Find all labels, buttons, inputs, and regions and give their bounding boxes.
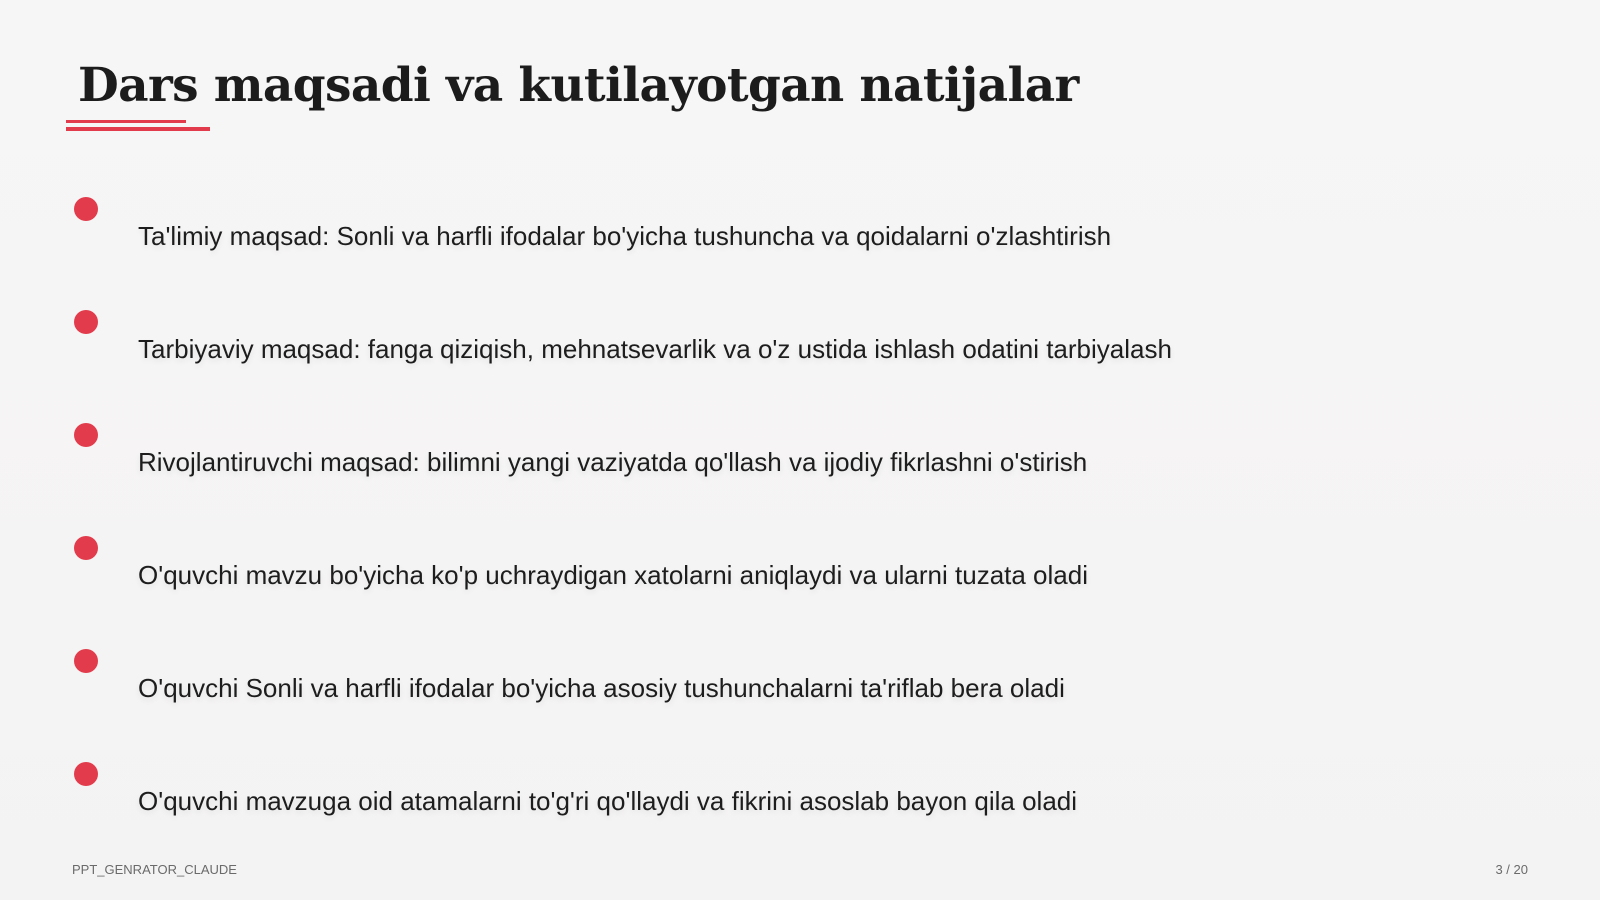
list-item xyxy=(72,310,1472,390)
bullet-text: O'quvchi mavzu bo'yicha ko'p uchraydigan xatolarni aniqlaydi va ularni tuzata oladi xyxy=(138,560,1088,590)
list-item xyxy=(72,649,1472,729)
bullet-dot-icon xyxy=(74,649,98,673)
list-item xyxy=(72,423,1472,503)
page-number: 3 / 20 xyxy=(1495,862,1528,877)
bullet-text: Ta'limiy maqsad: Sonli va harfli ifodalar bo'yicha tushuncha va qoidalarni o'zlashtirish xyxy=(138,221,1112,251)
bullet-dot-icon xyxy=(74,536,98,560)
bullet-dot-icon xyxy=(74,762,98,786)
list-item xyxy=(72,762,1472,842)
bullet-text: Tarbiyaviy maqsad: fanga qiziqish, mehnatsevarlik va o'z ustida ishlash odatini tarbiyalash xyxy=(138,334,1172,364)
list-item xyxy=(72,197,1472,277)
bullet-dot-icon xyxy=(74,310,98,334)
bullet-dot-icon xyxy=(74,197,98,221)
bullet-text: O'quvchi mavzuga oid atamalarni to'g'ri qo'llaydi va fikrini asoslab bayon qila oladi xyxy=(138,786,1078,816)
slide-title: Dars maqsadi va kutilayotgan natijalar xyxy=(78,58,1079,113)
bullet-dot-icon xyxy=(74,423,98,447)
bullet-text: O'quvchi Sonli va harfli ifodalar bo'yicha asosiy tushunchalarni ta'riflab bera oladi xyxy=(138,673,1065,703)
footer-generator-label: PPT_GENRATOR_CLAUDE xyxy=(72,862,237,877)
list-item xyxy=(72,536,1472,616)
bullet-text: Rivojlantiruvchi maqsad: bilimni yangi vaziyatda qo'llash va ijodiy fikrlashni o'stirish xyxy=(138,447,1088,477)
